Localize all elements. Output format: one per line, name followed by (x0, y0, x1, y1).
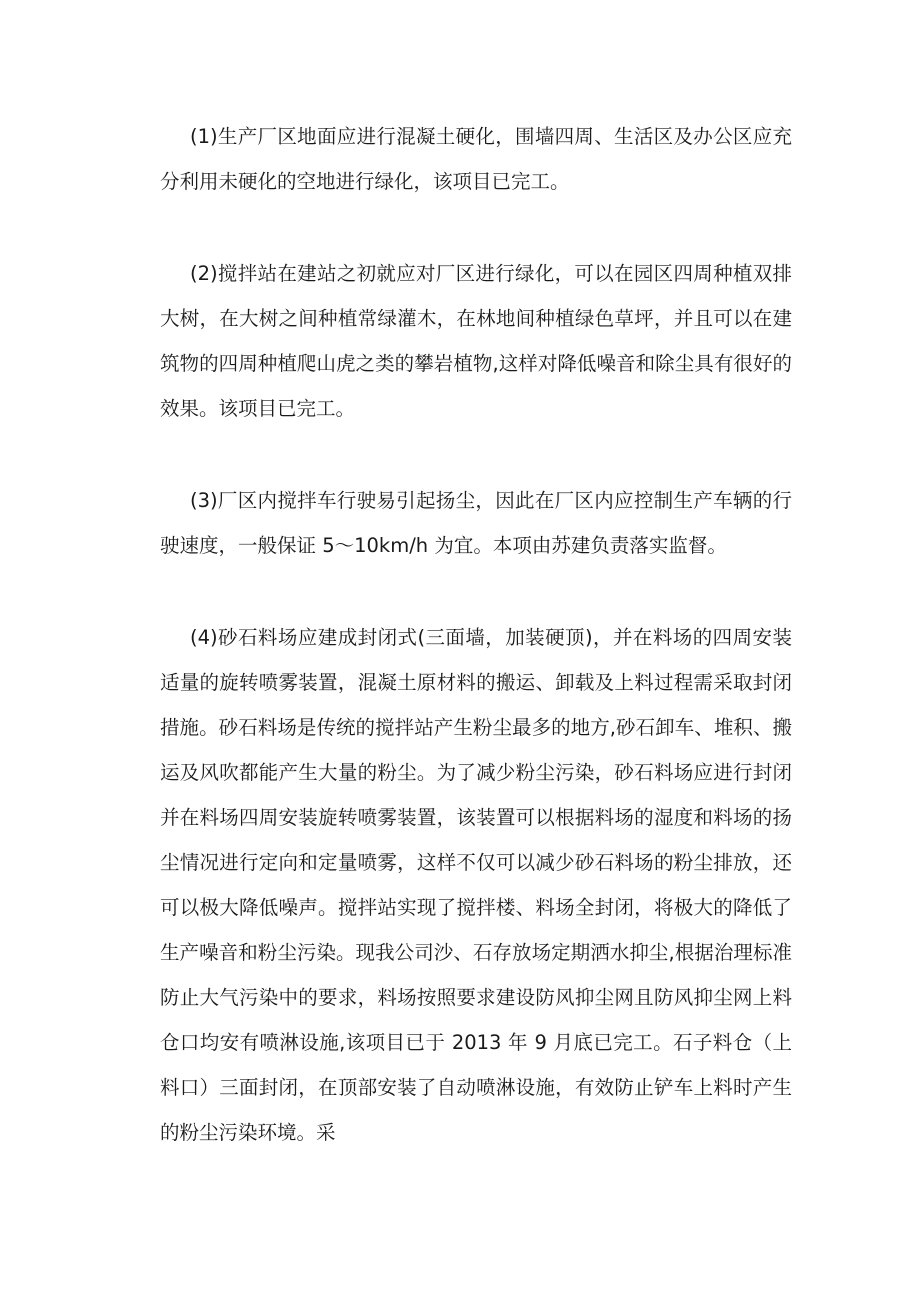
paragraph-3: (3)厂区内搅拌车行驶易引起扬尘，因此在厂区内应控制生产车辆的行驶速度，一般保证 5～10km/h 为宜。本项由苏建负责落实监督。 (160, 489, 792, 557)
paragraph-2: (2)搅拌站在建站之初就应对厂区进行绿化，可以在园区四周种植双排大树，在大树之间种植常绿灌木，在林地间种植绿色草坪，并且可以在建筑物的四周种植爬山虎之类的攀岩植物,这样对降低噪音和除尘具有很好的效果。该项目已完工。 (160, 262, 792, 420)
paragraph-1: (1)生产厂区地面应进行混凝土硬化，围墙四周、生活区及办公区应充分利用未硬化的空地进行绿化，该项目已完工。 (160, 125, 792, 193)
document-body (160, 114, 792, 1202)
paragraph-4: (4)砂石料场应建成封闭式(三面墙，加装硬顶)，并在料场的四周安装适量的旋转喷雾装置，混凝土原材料的搬运、卸载及上料过程需采取封闭措施。砂石料场是传统的搅拌站产生粉尘最多的地方,砂石卸车、堆积、搬运及风吹都能产生大量的粉尘。为了减少粉尘污染，砂石料场应进行封闭并在料场四周安装旋转喷雾装置，该装置可以根据料场的湿度和料场的扬尘情况进行定向和定量喷雾，这样不仅可以减少砂石料场的粉尘排放，还可以极大降低噪声。搅拌站实现了搅拌楼、料场全封闭，将极大的降低了生产噪音和粉尘污染。现我公司沙、石存放场定期洒水抑尘,根据治理标准防止大气污染中的要求，料场按照要求建设防风抑尘网且防风抑尘网上料仓口均安有喷淋设施,该项目已于 2013 年 9 月底已完工。石子料仓（上料口）三面封闭，在顶部安装了自动喷淋设施，有效防止铲车上料时产生的粉尘污染环境。采 (160, 626, 792, 1144)
